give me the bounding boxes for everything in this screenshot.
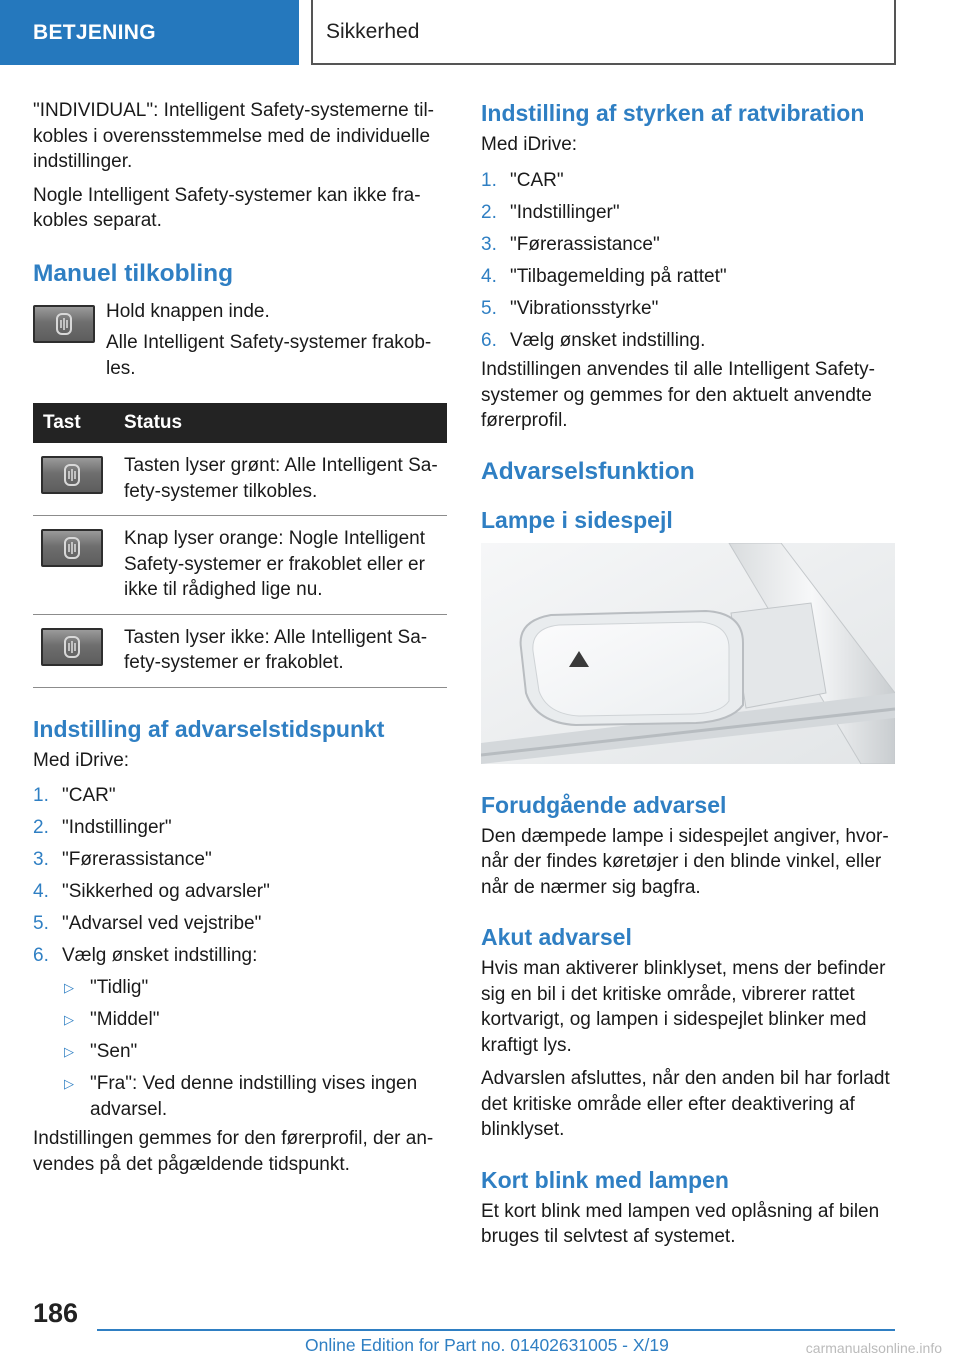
akut-text-1: Hvis man aktiverer blinklyset, mens der befinder sig en bil i det kritiske område, vibrerer rattet kortvarigt, og lampen i sidespejlet blinker med kraftigt lys.	[481, 958, 886, 1056]
list-item: 4. "Sikkerhed og advarsler"	[33, 881, 270, 902]
manuel-line-1: Hold knappen inde.	[106, 300, 270, 322]
manuel-heading: Manuel tilkobling	[33, 259, 234, 287]
list-item: 2. "Indstillinger"	[33, 817, 172, 838]
intro-paragraph-2: Nogle Intelligent Safety-systemer kan ikke fra-kobles separat.	[33, 184, 421, 231]
advarsel-heading: Indstilling af advarselstidspunkt	[33, 715, 385, 742]
manuel-block	[33, 299, 447, 382]
footer-divider	[97, 1329, 895, 1331]
kort-heading: Kort blink med lampen	[481, 1166, 729, 1193]
safety-button-icon	[41, 529, 103, 567]
left-column	[33, 98, 447, 1185]
list-item: 1. "CAR"	[33, 785, 116, 806]
safety-button-icon	[41, 628, 103, 666]
right-column	[481, 98, 895, 1258]
advarsel-intro: Med iDrive:	[33, 749, 130, 771]
list-item: 5. "Vibrationsstyrke"	[481, 297, 659, 319]
triangle-bullet-icon: ▷	[64, 1012, 74, 1027]
table-row	[33, 443, 447, 516]
list-item: ▷ "Fra": Ved denne indstilling vises ingen advarsel.	[64, 1073, 418, 1120]
edition-text: Online Edition for Part no. 01402631005 - X/19	[305, 1335, 669, 1355]
table-cell-status: Knap lyser orange: Nogle Intelligent Safety-systemer er frakoblet eller er ikke til rådighed lige nu.	[111, 516, 447, 615]
list-item: 6. Vælg ønsket indstilling:	[33, 945, 258, 966]
forud-heading: Forudgående advarsel	[481, 791, 727, 818]
list-item: 3. "Førerassistance"	[33, 849, 212, 870]
akut-text-2: Advarslen afsluttes, når den anden bil har forladt det kritiske område eller efter deaktivering af blinklyset.	[481, 1068, 890, 1140]
intro-paragraph: "INDIVIDUAL": Intelligent Safety-systemerne til-kobles i overensstemmelse med de individuelle indstillinger.	[33, 100, 435, 172]
watermark: carmanualsonline.info	[805, 1340, 942, 1356]
manuel-line-2: Alle Intelligent Safety-systemer frakob-les.	[106, 332, 432, 379]
safety-button-icon	[41, 456, 103, 494]
list-item: 4. "Tilbagemelding på rattet"	[481, 265, 727, 287]
list-item: 2. "Indstillinger"	[481, 201, 620, 223]
list-item: ▷ "Sen"	[62, 1039, 447, 1065]
list-item: ▷ "Middel"	[62, 1007, 447, 1033]
advarsels-heading: Advarselsfunktion	[481, 457, 695, 485]
advarsel-steps	[33, 783, 447, 969]
setting-options	[33, 975, 447, 1122]
section-label: BETJENING	[33, 20, 156, 44]
lampe-heading: Lampe i sidespejl	[481, 506, 673, 533]
page-number: 186	[33, 1298, 79, 1328]
table-header-status: Status	[111, 403, 447, 443]
safety-button-icon	[33, 305, 95, 343]
page-header	[311, 0, 896, 65]
akut-heading: Akut advarsel	[481, 924, 632, 950]
table-header-tast: Tast	[33, 403, 111, 443]
table-cell-status: Tasten lyser ikke: Alle Intelligent Sa-fety-systemer er frakoblet.	[111, 614, 447, 687]
list-item: 1. "CAR"	[481, 169, 564, 191]
ratvib-intro: Med iDrive:	[481, 134, 578, 155]
forud-text: Den dæmpede lampe i sidespejlet angiver, hvor-når der findes køretøjer i den blinde vinkel, eller når de nærmer sig bagfra.	[481, 825, 889, 898]
side-mirror-image	[481, 543, 895, 764]
status-table	[33, 403, 447, 688]
table-row	[33, 614, 447, 687]
list-item: ▷ "Tidlig"	[62, 975, 447, 1001]
table-row	[33, 516, 447, 615]
ratvib-closing: Indstillingen anvendes til alle Intelligent Safety-systemer og gemmes for den aktuelt anvendte førerprofil.	[481, 359, 875, 431]
kort-text: Et kort blink med lampen ved oplåsning af bilen bruges til selvtest af systemet.	[481, 1200, 880, 1247]
page-title: Sikkerhed	[326, 19, 420, 43]
list-item: 5. "Advarsel ved vejstribe"	[33, 913, 262, 934]
section-tab	[0, 0, 299, 65]
ratvib-steps	[481, 168, 895, 354]
triangle-bullet-icon: ▷	[64, 1044, 74, 1059]
table-cell-status: Tasten lyser grønt: Alle Intelligent Sa-fety-systemer tilkobles.	[111, 443, 447, 516]
closing-paragraph: Indstillingen gemmes for den førerprofil, der an-vendes på det pågældende tidspunkt.	[33, 1128, 434, 1175]
triangle-bullet-icon: ▷	[64, 1076, 74, 1091]
triangle-bullet-icon: ▷	[64, 980, 74, 995]
list-item: 6. Vælg ønsket indstilling.	[481, 329, 706, 351]
ratvib-heading: Indstilling af styrken af ratvibration	[481, 100, 865, 126]
list-item: 3. "Førerassistance"	[481, 233, 660, 255]
